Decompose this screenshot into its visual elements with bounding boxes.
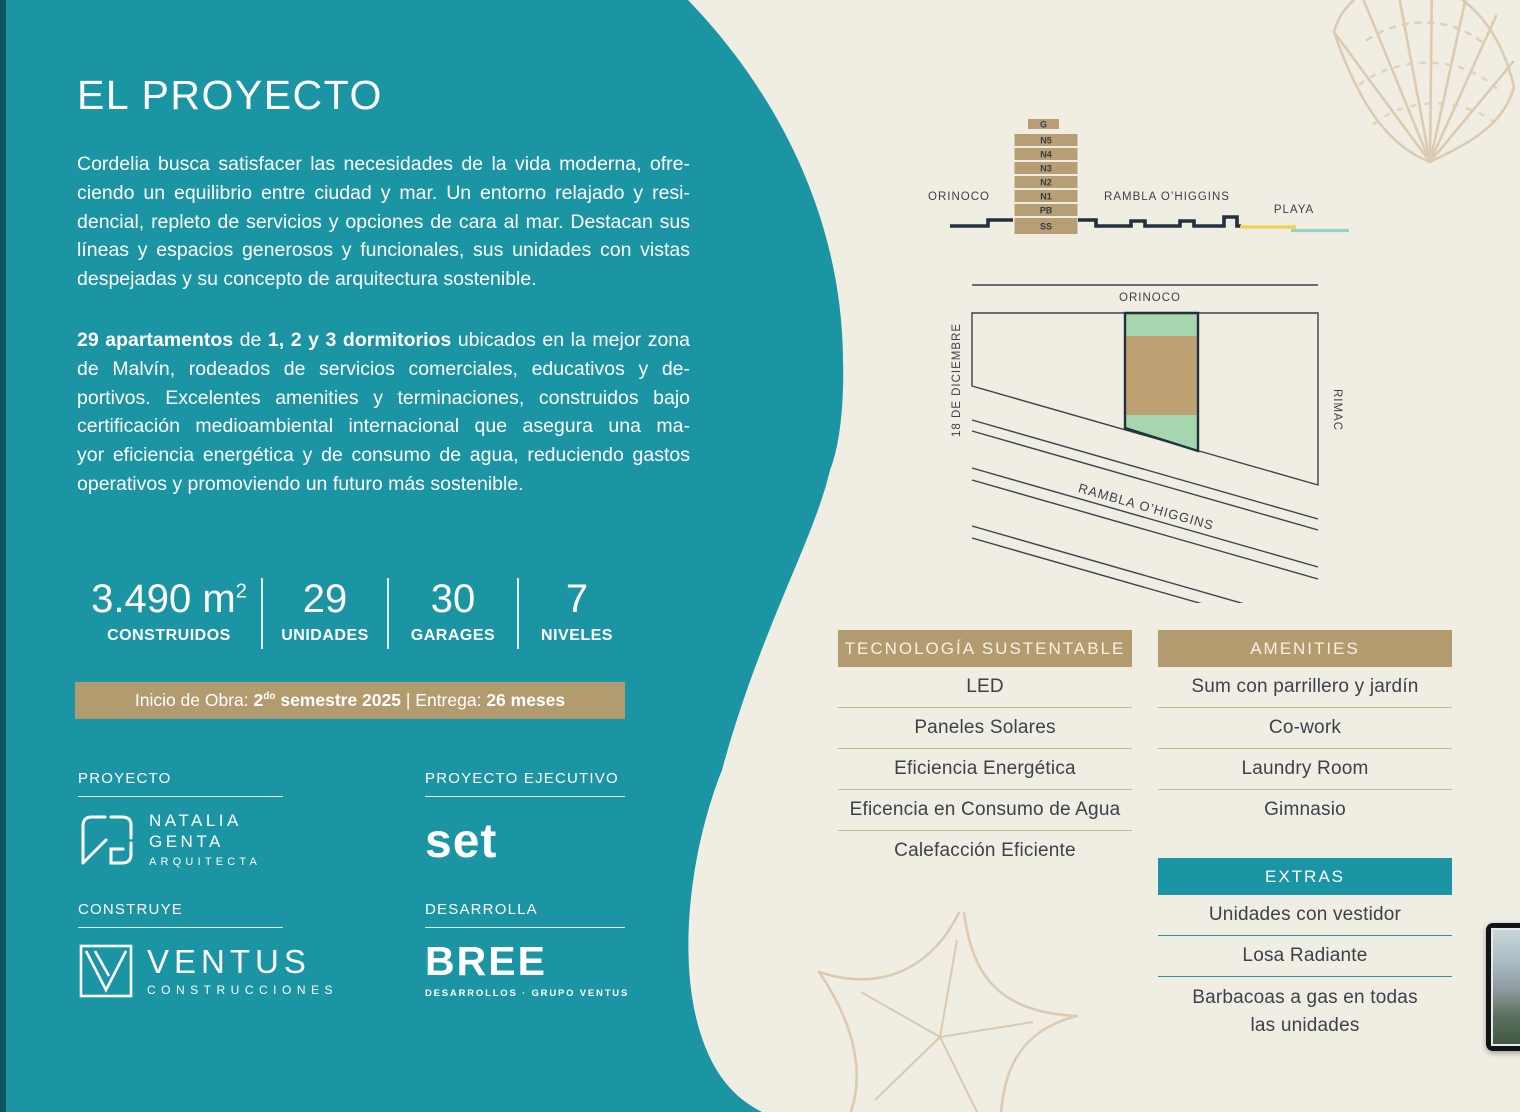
floor-label: N2 [1040, 177, 1052, 188]
street-label-rambla: RAMBLA O’HIGGINS [1104, 191, 1230, 203]
floor-label: G [1039, 119, 1048, 130]
banner-text: Inicio de Obra: [134, 690, 254, 710]
ng-title-line: ARQUITECTA [149, 855, 262, 868]
table-row: Sum con parrillero y jardín [1158, 667, 1452, 708]
p2-text: ubicados en la mejor zona [451, 329, 690, 351]
map-street-orinoco: ORINOCO [1119, 292, 1181, 304]
banner-bold: semestre 2025 [275, 690, 401, 710]
banner-bold: 26 meses [486, 690, 566, 710]
natalia-genta-logo [78, 810, 261, 869]
credit-label-ejecutivo: PROYECTO EJECUTIVO [425, 770, 625, 797]
intro-paragraph-2 [77, 326, 690, 499]
project-parcel [1125, 313, 1198, 451]
table-row: Losa Radiante [1158, 936, 1452, 977]
map-street-rambla: RAMBLA O’HIGGINS [1076, 480, 1216, 533]
credit-desarrolla [425, 901, 625, 928]
table-row: LED [838, 667, 1132, 708]
p1-line: ciendo un equilibrio entre ciudad y mar. Un entorno relajado y resi- [77, 181, 690, 204]
ventus-icon [78, 943, 134, 999]
p2-line: operativos y promoviendo un futuro más sostenible. [77, 472, 524, 495]
project-stats [77, 576, 635, 651]
p1-line: dencial, repleto de servicios y opciones de cara al mar. Destacan sus [77, 210, 690, 233]
floor-label: N5 [1040, 135, 1052, 146]
street-label-playa: PLAYA [1273, 204, 1315, 216]
table-row: Co-work [1158, 708, 1452, 749]
p2-line: certificación medioambiental internacional que asegura una ma- [77, 415, 690, 438]
stat-label: UNIDADES [281, 627, 369, 644]
video-thumbnail[interactable] [1486, 923, 1520, 1051]
banner-text: Entrega: [415, 690, 487, 710]
table-extras [1158, 858, 1452, 1046]
stat-label: CONSTRUIDOS [107, 627, 231, 644]
starfish-icon [765, 912, 1101, 1112]
stat-units [263, 576, 387, 651]
p1-line: despejadas y su concepto de arquitectura sostenible. [77, 268, 537, 291]
credit-proyecto-ejecutivo [425, 770, 625, 797]
ng-wordmark [149, 810, 261, 869]
ng-monogram-icon [78, 812, 136, 868]
banner-bold: 2 [253, 690, 264, 710]
table-header: TECNOLOGÍA SUSTENTABLE [838, 630, 1132, 667]
seashell-icon [1312, 0, 1520, 194]
ventus-logo [78, 943, 338, 999]
page-title: EL PROYECTO [77, 72, 383, 118]
credit-proyecto [78, 770, 283, 797]
table-tecnologia-sustentable [838, 630, 1132, 871]
site-plan-map [930, 268, 1370, 603]
ng-name-line: GENTA [149, 832, 224, 852]
floor-label: N1 [1040, 191, 1052, 202]
table-header: AMENITIES [1158, 630, 1452, 667]
table-row: Gimnasio [1264, 799, 1346, 820]
table-row: Laundry Room [1158, 749, 1452, 790]
table-amenities [1158, 630, 1452, 830]
floor-label: PB [1039, 205, 1053, 216]
bree-name: BREE [425, 938, 547, 984]
credit-construye [78, 901, 283, 928]
set-logo: set [425, 815, 498, 868]
stat-garages [389, 576, 517, 651]
table-row: Paneles Solares [838, 708, 1132, 749]
p2-line: yor eficiencia energética y de consumo de agua, reduciendo gastos [77, 444, 690, 467]
stat-value: 30 [430, 577, 476, 621]
table-row: Eficencia en Consumo de Agua [838, 790, 1132, 831]
ng-name-line: NATALIA [149, 811, 242, 830]
banner-superscript: do [263, 691, 276, 703]
table-row [1158, 977, 1452, 1046]
stat-value: 7 [565, 577, 589, 621]
table-header: EXTRAS [1158, 858, 1452, 895]
credit-label-desarrolla: DESARROLLA [425, 901, 625, 928]
ventus-subtitle: CONSTRUCCIONES [147, 983, 339, 997]
street-label-orinoco: ORINOCO [928, 191, 990, 203]
p2-line: portivos. Excelentes amenities y terminaciones, construidos bajo [77, 386, 690, 409]
table-row: Calefacción Eficiente [894, 840, 1076, 861]
floor-label: N3 [1040, 163, 1052, 174]
building-photo [1491, 928, 1520, 1046]
intro-paragraph-1 [77, 150, 690, 294]
stat-built-area [77, 576, 261, 651]
ventus-wordmark [147, 945, 338, 997]
table-row: Eficiencia Energética [838, 749, 1132, 790]
p1-line: Cordelia busca satisfacer las necesidades de la vida moderna, ofre- [77, 153, 690, 175]
p2-line: de Malvín, rodeados de servicios comerciales, educativos y de- [77, 357, 690, 380]
floor-label: N4 [1040, 149, 1052, 160]
bree-logo [425, 938, 630, 999]
page-left-edge [0, 0, 6, 1112]
p2-text: de [233, 329, 268, 351]
ventus-name: VENTUS [147, 943, 311, 980]
superscript: 2 [235, 580, 247, 603]
stat-label: GARAGES [410, 627, 496, 644]
bold-apartments: 29 apartamentos [77, 329, 234, 351]
p1-line: líneas y espacios generosos y funcionales, sus unidades con vistas [77, 239, 690, 262]
building-elevation-diagram [900, 100, 1380, 260]
floor-stack [1015, 119, 1078, 234]
bold-bedrooms: 1, 2 y 3 dormitorios [267, 329, 452, 351]
floor-label: SS [1039, 221, 1053, 232]
table-row-text: Barbacoas a gas en todas las unidades [1192, 987, 1418, 1036]
map-street-rimac: RIMAC [1331, 388, 1343, 432]
stat-value: 29 [302, 577, 348, 621]
construction-schedule-banner [75, 682, 625, 719]
stat-value: 3.490 $m^2$ [91, 577, 247, 621]
table-body [838, 667, 1132, 871]
credit-label-construye: CONSTRUYE [78, 901, 283, 928]
stat-levels [519, 576, 635, 651]
table-body [1158, 895, 1452, 1046]
banner-separator: | [401, 690, 416, 710]
table-row: Unidades con vestidor [1158, 895, 1452, 936]
stat-label: NIVELES [541, 627, 613, 644]
credit-label-proyecto: PROYECTO [78, 770, 283, 797]
p2-line [77, 326, 690, 355]
table-body [1158, 667, 1452, 830]
map-street-18-de-diciembre: 18 DE DICIEMBRE [951, 322, 963, 438]
bree-subtitle: DESARROLLOS · GRUPO VENTUS [425, 988, 630, 999]
